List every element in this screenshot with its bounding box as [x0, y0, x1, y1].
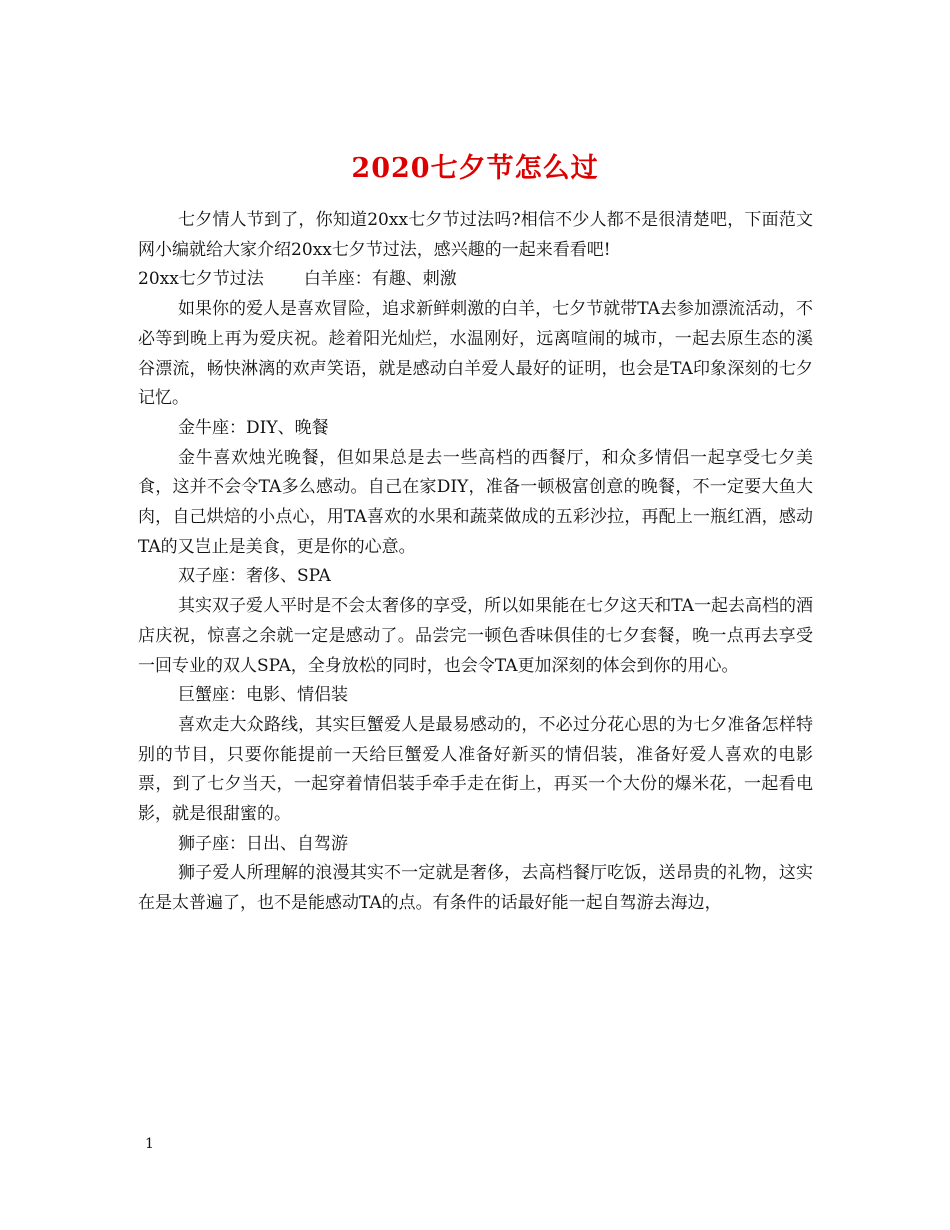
document-body	[138, 206, 813, 919]
intro-paragraph: 七夕情人节到了，你知道20xx七夕节过法吗?相信不少人都不是很清楚吧，下面范文网小编就给大家介绍20xx七夕节过法，感兴趣的一起来看看吧!	[138, 210, 813, 260]
taurus-paragraph: 金牛喜欢烛光晚餐，但如果总是去一些高档的西餐厅，和众多情侣一起享受七夕美食，这并不会令TA多么感动。自己在家DIY，准备一顿极富创意的晚餐，不一定要大鱼大肉，自己烘焙的小点心，用TA喜欢的水果和蔬菜做成的五彩沙拉，再配上一瓶红酒，感动TA的又岂止是美食，更是你的心意。	[138, 447, 813, 557]
leo-paragraph: 狮子爱人所理解的浪漫其实不一定就是奢侈，去高档餐厅吃饭，送昂贵的礼物，这实在是太普遍了，也不是能感动TA的点。有条件的话最好能一起自驾游去海边，	[138, 863, 813, 914]
leo-heading: 狮子座：日出、自驾游	[178, 833, 348, 854]
section-heading: 20xx七夕节过法	[138, 269, 264, 290]
page-number: 1	[145, 1136, 154, 1152]
taurus-heading: 金牛座：DIY、晚餐	[178, 417, 329, 438]
cancer-paragraph: 喜欢走大众路线，其实巨蟹爱人是最易感动的，不必过分花心思的为七夕准备怎样特别的节目，只要你能提前一天给巨蟹爱人准备好新买的情侣装，准备好爱人喜欢的电影票，到了七夕当天，一起穿着情侣装手牵手走在街上，再买一个大份的爆米花，一起看电影，就是很甜蜜的。	[138, 714, 813, 825]
aries-heading: 白羊座：有趣、刺激	[303, 269, 457, 290]
section-heading-line	[138, 265, 813, 295]
document-title: 2020七夕节怎么过	[351, 153, 599, 185]
gemini-paragraph: 其实双子爱人平时是不会太奢侈的享受，所以如果能在七夕这天和TA一起去高档的酒店庆祝，惊喜之余就一定是感动了。品尝完一顿色香味俱佳的七夕套餐，晚一点再去享受一回专业的双人SPA，全身放松的同时，也会令TA更加深刻的体会到你的用心。	[138, 596, 813, 676]
cancer-heading: 巨蟹座：电影、情侣装	[178, 685, 348, 706]
gemini-heading: 双子座：奢侈、SPA	[178, 566, 331, 587]
aries-paragraph: 如果你的爱人是喜欢冒险，追求新鲜刺激的白羊，七夕节就带TA去参加漂流活动，不必等到晚上再为爱庆祝。趁着阳光灿烂，水温刚好，远离喧闹的城市，一起去原生态的溪谷漂流，畅快淋漓的欢声笑语，就是感动白羊爱人最好的证明，也会是TA印象深刻的七夕记忆。	[138, 299, 813, 409]
